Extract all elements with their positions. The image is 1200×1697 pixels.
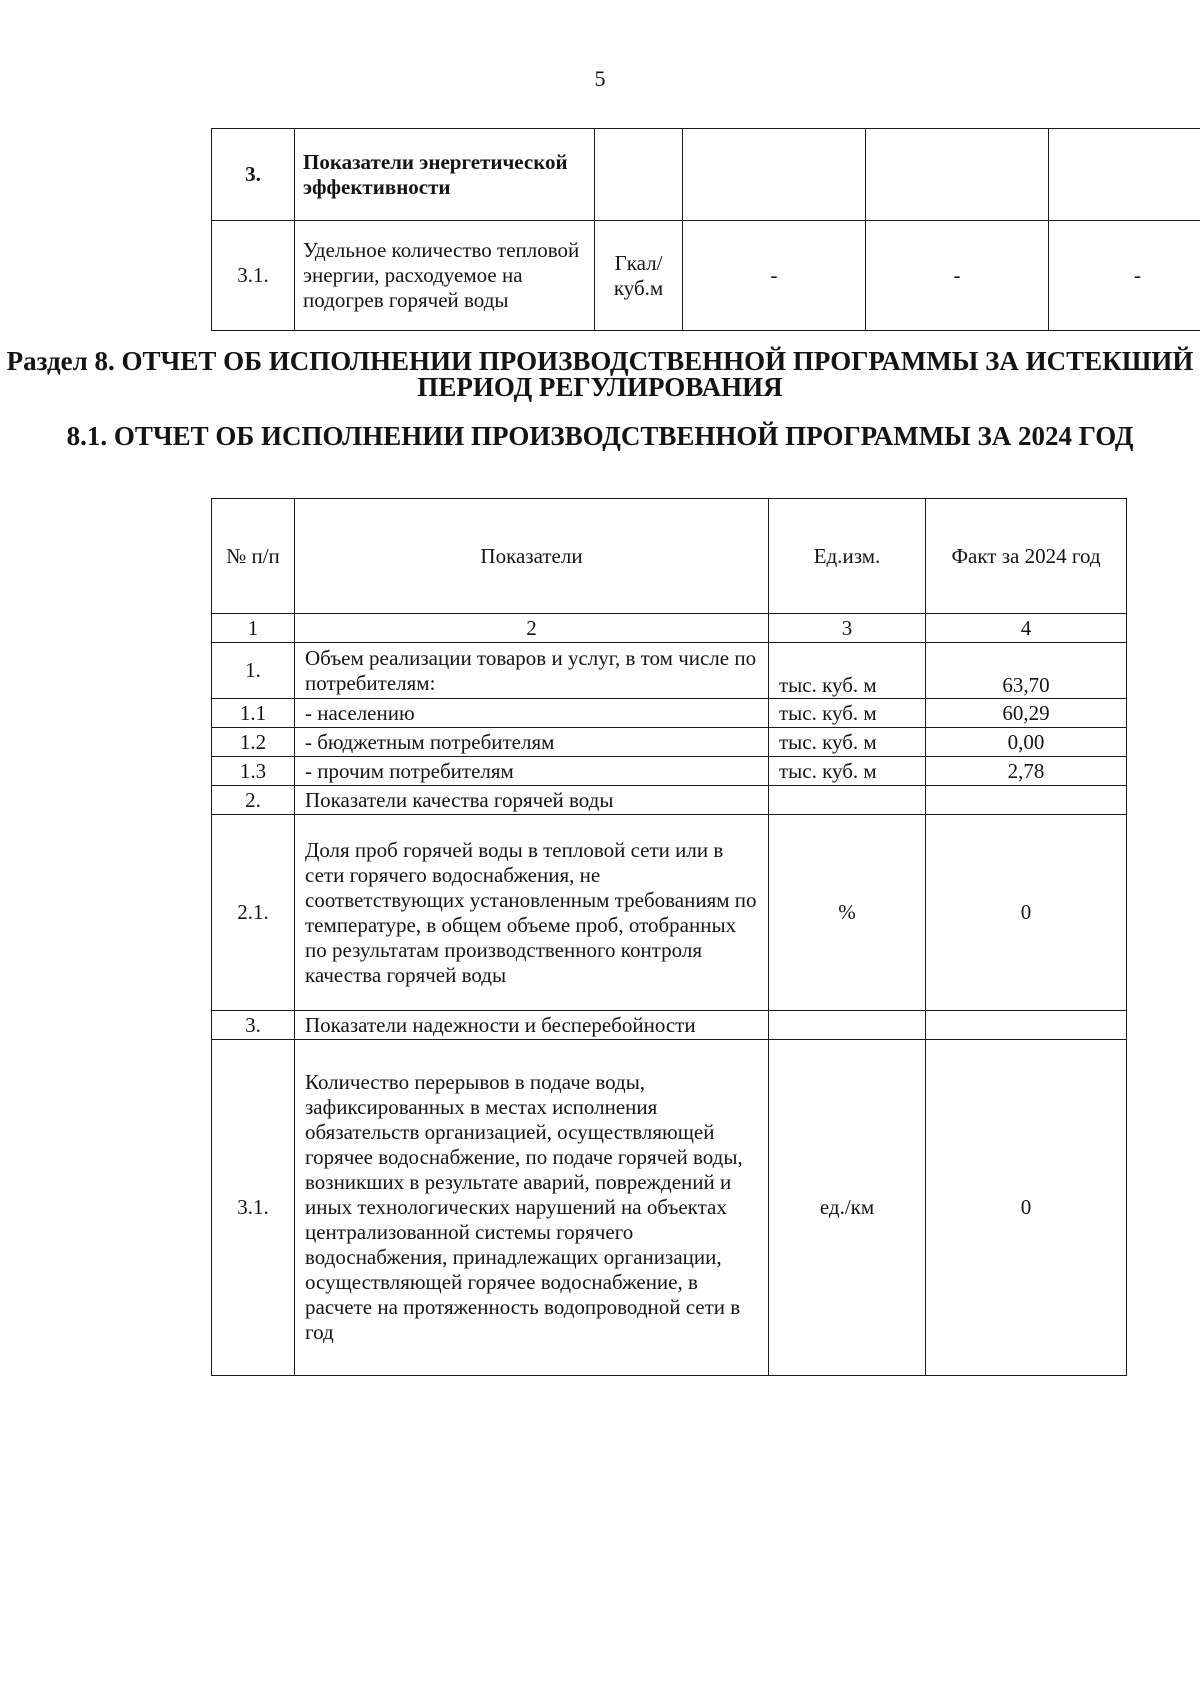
row-number: 3. [212, 129, 295, 221]
energy-efficiency-table [211, 128, 1200, 331]
table-row [212, 221, 1200, 331]
production-program-report-table [211, 498, 1127, 1376]
section-title: Раздел 8. ОТЧЕТ ОБ ИСПОЛНЕНИИ ПРОИЗВОДСТВЕННОЙ ПРОГРАММЫ ЗА ИСТЕКШИЙ ПЕРИОД РЕГУЛИРОВАНИЯ [6, 346, 1194, 402]
column-number: 3 [769, 614, 926, 643]
value-cell: - [683, 221, 866, 331]
table-row [212, 815, 1127, 1011]
value-cell: 0 [926, 815, 1127, 1011]
value-cell [1049, 129, 1200, 221]
value-cell: - [866, 221, 1049, 331]
table-row [212, 786, 1127, 815]
unit-cell [769, 786, 926, 815]
value-cell [683, 129, 866, 221]
unit-cell [595, 129, 683, 221]
table-row [212, 728, 1127, 757]
column-numbers-row [212, 614, 1127, 643]
row-number: 2. [212, 786, 295, 815]
value-cell [926, 1011, 1127, 1040]
row-number: 3.1. [212, 221, 295, 331]
indicator-name: Показатели качества горячей воды [295, 786, 769, 815]
row-number: 1.3 [212, 757, 295, 786]
header-value: Факт за 2024 год [926, 499, 1127, 614]
unit-cell: тыс. куб. м [769, 699, 926, 728]
table-row [212, 643, 1127, 699]
subsection-title: 8.1. ОТЧЕТ ОБ ИСПОЛНЕНИИ ПРОИЗВОДСТВЕННОЙ ПРОГРАММЫ ЗА 2024 ГОД [66, 421, 1134, 451]
indicator-name: - населению [295, 699, 769, 728]
indicator-name: Доля проб горячей воды в тепловой сети или в сети горячего водоснабжения, не соответствующих установленным требованиям по температуре, в общем объеме проб, отобранных по результатам производственного контроля качества горячей воды [295, 815, 769, 1011]
column-number: 1 [212, 614, 295, 643]
row-number: 3. [212, 1011, 295, 1040]
table-header-row [212, 499, 1127, 614]
page-number: 5 [594, 66, 606, 91]
unit-cell: тыс. куб. м [769, 728, 926, 757]
value-cell: - [1049, 221, 1200, 331]
value-cell [866, 129, 1049, 221]
indicator-name: Удельное количество тепловой энергии, расходуемое на подогрев горячей воды [295, 221, 595, 331]
indicator-name: - прочим потребителям [295, 757, 769, 786]
column-number: 2 [295, 614, 769, 643]
value-cell: 63,70 [926, 643, 1127, 699]
header-num: № п/п [212, 499, 295, 614]
header-unit: Ед.изм. [769, 499, 926, 614]
table-row [212, 699, 1127, 728]
indicator-name: Показатели энергетической эффективности [295, 129, 595, 221]
row-number: 3.1. [212, 1040, 295, 1376]
unit-cell: Гкал/ куб.м [595, 221, 683, 331]
table-row [212, 1040, 1127, 1376]
value-cell: 0 [926, 1040, 1127, 1376]
row-number: 2.1. [212, 815, 295, 1011]
column-number: 4 [926, 614, 1127, 643]
header-name: Показатели [295, 499, 769, 614]
table-row [212, 757, 1127, 786]
indicator-name: Количество перерывов в подаче воды, зафиксированных в местах исполнения обязательств организацией, осуществляющей горячее водоснабжение, по подаче горячей воды, возникших в результате аварий, повреждений и иных технологических нарушений на объектах централизованной системы горячего водоснабжения, принадлежащих организации, осуществляющей горячее водоснабжение, в расчете на протяженность водопроводной сети в год [295, 1040, 769, 1376]
unit-cell: тыс. куб. м [769, 643, 926, 699]
table-row [212, 129, 1200, 221]
unit-cell [769, 1011, 926, 1040]
row-number: 1.2 [212, 728, 295, 757]
value-cell: 0,00 [926, 728, 1127, 757]
unit-cell: % [769, 815, 926, 1011]
indicator-name: Объем реализации товаров и услуг, в том числе по потребителям: [295, 643, 769, 699]
indicator-name: Показатели надежности и бесперебойности [295, 1011, 769, 1040]
indicator-name: - бюджетным потребителям [295, 728, 769, 757]
row-number: 1.1 [212, 699, 295, 728]
value-cell [926, 786, 1127, 815]
value-cell: 60,29 [926, 699, 1127, 728]
row-number: 1. [212, 643, 295, 699]
table-row [212, 1011, 1127, 1040]
unit-cell: ед./км [769, 1040, 926, 1376]
unit-cell: тыс. куб. м [769, 757, 926, 786]
value-cell: 2,78 [926, 757, 1127, 786]
